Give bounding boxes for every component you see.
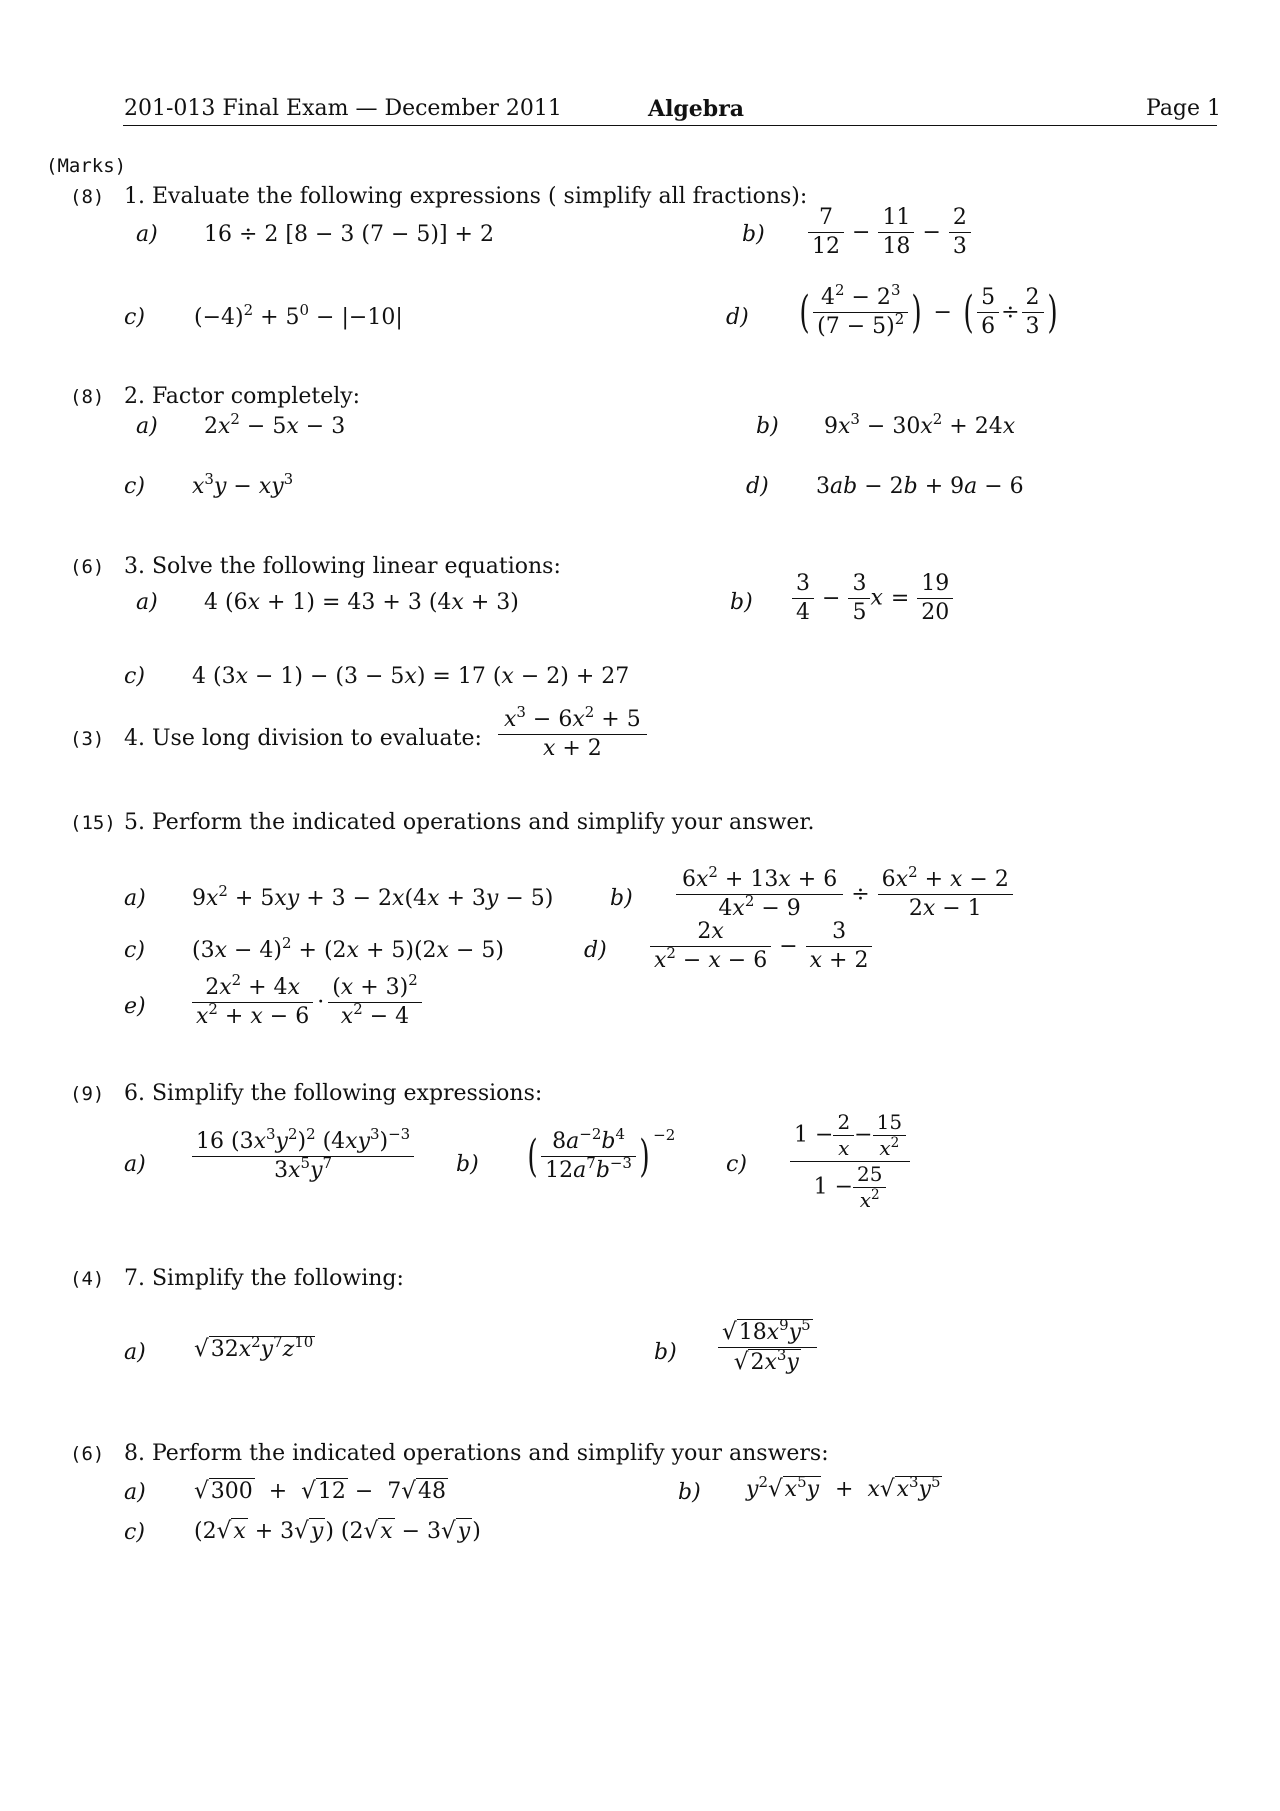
q2-text: 2. Factor completely: bbox=[124, 384, 361, 409]
q2b-expression: $9x^3 - 30x^2 + 24x$ bbox=[824, 410, 1016, 439]
q7a-label: a) bbox=[124, 1340, 146, 1365]
q7b-expression: $\frac{√18x^9y^5}{√2x^3y}$ bbox=[718, 1318, 817, 1377]
q5e-expression: $\frac{2x^2 + 4x}{x^2 + x - 6}$ · $\frac{(x + 3)^2}{x^2 - 4}$ bbox=[192, 974, 422, 1030]
q3-text: 3. Solve the following linear equations: bbox=[124, 554, 561, 579]
q8a-expression: √300 + √12 − 7√48 bbox=[194, 1478, 446, 1504]
q8a-label: a) bbox=[124, 1480, 146, 1505]
q6c-label: c) bbox=[726, 1152, 747, 1177]
q5b-label: b) bbox=[610, 886, 633, 911]
q2a-label: a) bbox=[136, 414, 158, 439]
q3b-equation: $\frac{3}{4}$ − $\frac{3}{5}$ x = $\frac{19}{20}$ bbox=[792, 570, 953, 626]
q2a-expression: $2x^2 - 5x - 3$ bbox=[204, 410, 346, 439]
q3c-label: c) bbox=[124, 664, 145, 689]
q2b-label: b) bbox=[756, 414, 779, 439]
q2-marks: (8) bbox=[70, 386, 105, 408]
q7-marks: (4) bbox=[70, 1268, 105, 1290]
q5a-label: a) bbox=[124, 886, 146, 911]
exam-title: 201-013 Final Exam — December 2011 bbox=[124, 96, 562, 121]
q5b-expression: $\frac{6x^2 + 13x + 6}{4x^2 - 9}$ ÷ $\frac{6x^2 + x - 2}{2x - 1}$ bbox=[676, 866, 1013, 922]
q1d-label: d) bbox=[726, 305, 749, 330]
q5c-label: c) bbox=[124, 938, 145, 963]
q1a-label: a) bbox=[136, 222, 158, 247]
q8-text: 8. Perform the indicated operations and simplify your answers: bbox=[124, 1441, 829, 1466]
q5-text: 5. Perform the indicated operations and simplify your answer. bbox=[124, 810, 815, 835]
q3a-label: a) bbox=[136, 590, 158, 615]
q3-marks: (6) bbox=[70, 556, 105, 578]
q1d-expression: ( $\frac{4^2 - 2^3}{(7 - 5)^2}$ ) − ( $\frac{5}{6}$ ÷ $\frac{2}{3}$ ) bbox=[799, 281, 1058, 339]
q3a-equation: 4 (6x + 1) = 43 + 3 (4x + 3) bbox=[204, 590, 519, 615]
q1-marks: (8) bbox=[70, 186, 105, 208]
q5c-expression: $(3x - 4)^2 + (2x + 5)(2x - 5)$ bbox=[192, 934, 504, 963]
q8b-label: b) bbox=[678, 1480, 701, 1505]
q5a-expression: $9x^2 + 5xy + 3 - 2x(4x + 3y - 5)$ bbox=[192, 882, 554, 911]
q6b-label: b) bbox=[456, 1152, 479, 1177]
q1c-expression: $(-4)^2 + 5^0 - |-10|$ bbox=[194, 301, 403, 330]
q8-marks: (6) bbox=[70, 1443, 105, 1465]
q8c-expression: (2√x + 3√y) (2√x − 3√y) bbox=[194, 1518, 481, 1544]
q6-text: 6. Simplify the following expressions: bbox=[124, 1081, 543, 1106]
header-rule bbox=[123, 125, 1217, 126]
q7b-label: b) bbox=[654, 1340, 677, 1365]
subject-title: Algebra bbox=[648, 96, 745, 122]
q3c-equation: 4 (3x − 1) − (3 − 5x) = 17 (x − 2) + 27 bbox=[192, 664, 630, 689]
page-number: Page 1 bbox=[1146, 96, 1222, 121]
q4-marks: (3) bbox=[70, 728, 105, 750]
q4-expression: $\frac{x^3 - 6x^2 + 5}{x + 2}$ bbox=[498, 706, 647, 762]
q7a-expression: $√32x^2y^7z^{10}$ bbox=[194, 1333, 314, 1362]
q6-marks: (9) bbox=[70, 1083, 105, 1105]
q5e-label: e) bbox=[124, 994, 146, 1019]
q1b-label: b) bbox=[742, 222, 765, 247]
q5d-expression: $\frac{2x}{x^2 - x - 6}$ − $\frac{3}{x + 2}$ bbox=[650, 918, 872, 974]
q1-text: 1. Evaluate the following expressions ( simplify all fractions): bbox=[124, 184, 808, 209]
q5-marks: (15) bbox=[70, 812, 116, 834]
q6a-label: a) bbox=[124, 1152, 146, 1177]
q2c-expression: $x^3y - xy^3$ bbox=[192, 470, 294, 499]
q2d-expression: 3ab − 2b + 9a − 6 bbox=[816, 474, 1024, 499]
q1b-expression: $\frac{7}{12}$ − $\frac{11}{18}$ − $\frac{2}{3}$ bbox=[808, 204, 971, 260]
q1a-expression: 16 ÷ 2 [8 − 3 (7 − 5)] + 2 bbox=[204, 222, 494, 247]
marks-heading: (Marks) bbox=[46, 155, 127, 177]
q6c-expression: 1 − $\frac{2}{x}$ − $\frac{15}{x^2}$ 1 − $\frac{25}{x^2}$ bbox=[790, 1110, 910, 1213]
q6b-expression: ( $\frac{8a^{-2}b^4}{12a^7b^{-3}}$ ) $^{-2}$ bbox=[527, 1125, 676, 1183]
q4-text: 4. Use long division to evaluate: bbox=[124, 726, 482, 751]
q8b-expression: $y^2√x^5y + x√x^3y^5$ bbox=[746, 1473, 941, 1502]
q7-text: 7. Simplify the following: bbox=[124, 1266, 404, 1291]
q5d-label: d) bbox=[584, 938, 607, 963]
q6a-expression: $\frac{16 (3x^3y^2)^2 (4xy^3)^{-3}}{3x^5y^7}$ bbox=[192, 1128, 414, 1184]
q3b-label: b) bbox=[730, 590, 753, 615]
q1c-label: c) bbox=[124, 305, 145, 330]
q8c-label: c) bbox=[124, 1520, 145, 1545]
q2c-label: c) bbox=[124, 474, 145, 499]
q2d-label: d) bbox=[746, 474, 769, 499]
